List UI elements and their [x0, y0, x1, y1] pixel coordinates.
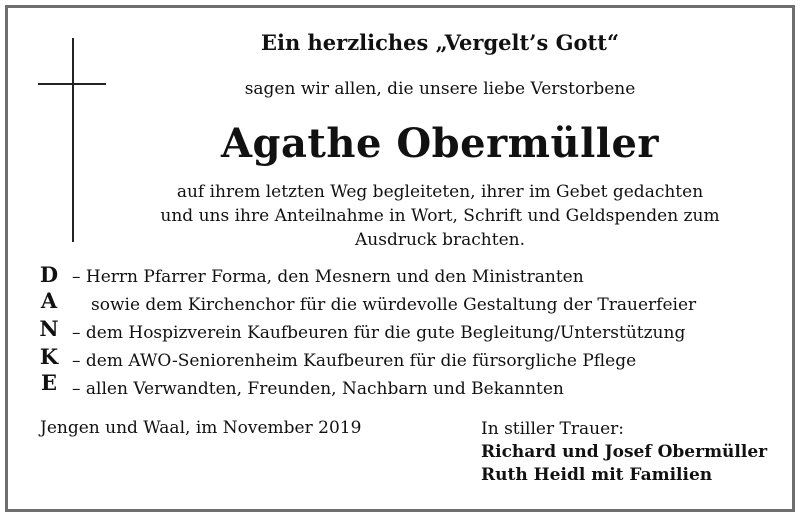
danke-letter: E — [40, 370, 57, 395]
mourner-name: Richard und Josef Obermüller — [481, 442, 768, 462]
place-date: Jengen und Waal, im November 2019 — [40, 418, 362, 438]
paragraph-line: Ausdruck brachten. — [355, 230, 525, 250]
thanks-paragraph — [150, 180, 730, 252]
deceased-name: Agathe Obermüller — [220, 120, 659, 167]
notice-title: Ein herzliches „Vergelt’s Gott“ — [260, 30, 620, 55]
mourners-block — [481, 418, 767, 487]
thanks-item: – dem Hospizverein Kaufbeuren für die gute Begleitung/Unterstützung — [72, 323, 686, 343]
thanks-item: – allen Verwandten, Freunden, Nachbarn und Bekannten — [72, 379, 564, 399]
danke-letter: D — [39, 262, 59, 287]
paragraph-line: und uns ihre Anteilnahme in Wort, Schrift und Geldspenden zum — [160, 206, 720, 226]
danke-letter: K — [39, 344, 59, 369]
danke-letter: N — [39, 316, 59, 341]
thanks-item: – Herrn Pfarrer Forma, den Mesnern und den Ministranten — [72, 267, 584, 287]
notice-subtitle: sagen wir allen, die unsere liebe Verstorbene — [244, 79, 636, 99]
thanks-item: – dem AWO-Seniorenheim Kaufbeuren für die fürsorgliche Pflege — [72, 351, 637, 371]
cross-icon-horizontal — [38, 83, 106, 85]
danke-letter: A — [40, 288, 58, 313]
cross-icon-vertical — [72, 38, 74, 242]
mourning-label: In stiller Trauer: — [481, 419, 624, 439]
mourner-name: Ruth Heidl mit Familien — [481, 465, 713, 485]
paragraph-line: auf ihrem letzten Weg begleiteten, ihrer im Gebet gedachten — [176, 182, 704, 202]
thanks-item: sowie dem Kirchenchor für die würdevolle Gestaltung der Trauerfeier — [91, 295, 697, 315]
thanks-list — [72, 263, 752, 403]
